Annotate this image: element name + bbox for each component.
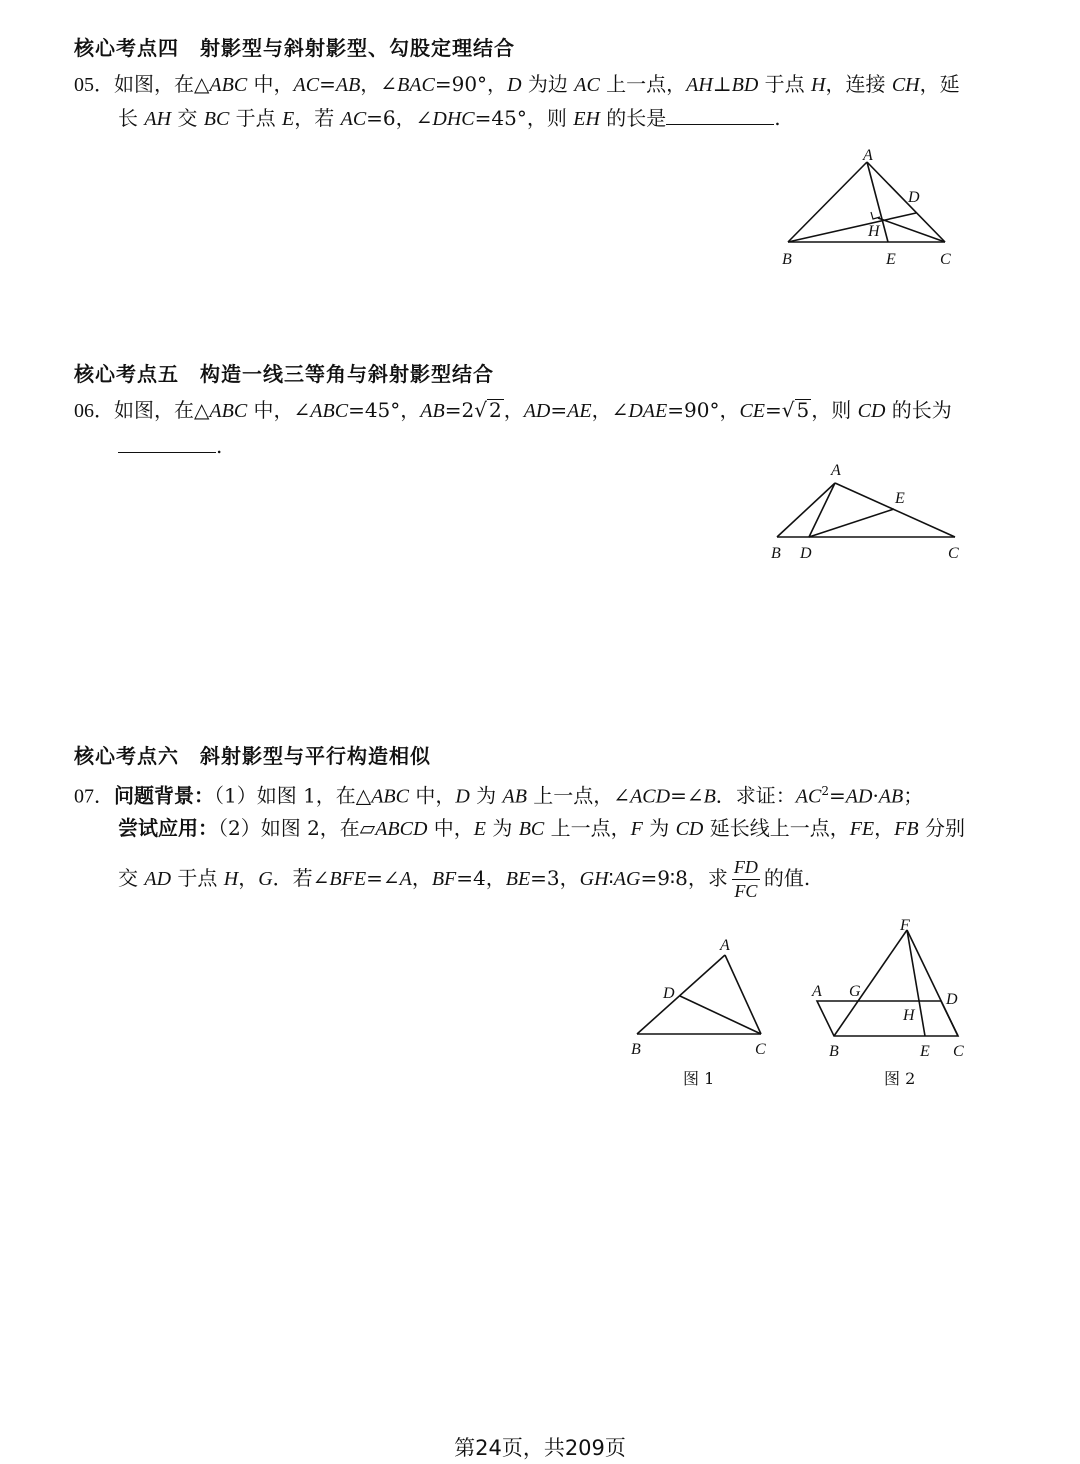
fig2-segment-fb	[834, 930, 907, 1036]
q05-label-e: E	[886, 251, 896, 268]
q07-line-2: 尝试应用：（2）如图 2，在▱ABCD 中，E 为 BC 上一点，F 为 CD 延长线上一点，FE，FB 分别	[118, 816, 965, 840]
section-title-5: 核心考点五 构造一线三等角与斜射影型结合	[74, 362, 494, 386]
fig1-label-d: D	[663, 985, 675, 1002]
q05-line-1: 05．如图，在△ABC 中，AC=AB，∠BAC=90°，D 为边 AC 上一点，AH⊥BD 于点 H，连接 CH，延	[74, 72, 960, 96]
q06-segment-de	[809, 509, 894, 537]
q07-line-3: 交 AD 于点 H，G．若∠BFE=∠A，BF=4，BE=3，GH∶AG=9∶8，求 $\frac{FD}{FC}$ 的值.	[118, 857, 811, 901]
q07-line-1: 07．问题背景：（1）如图 1，在△ABC 中，D 为 AB 上一点，∠ACD=∠B．求证：$AC^2=AD\cdot AB$；	[74, 783, 924, 808]
fig2-label-f: F	[900, 917, 910, 934]
fig2-label-e: E	[920, 1043, 930, 1060]
q07-figure-2	[805, 910, 985, 1060]
q05-label-d: D	[908, 189, 920, 206]
q06-number: 06．	[74, 400, 114, 422]
fig1-label-a: A	[720, 937, 730, 954]
q05-right-angle-mark	[871, 212, 880, 219]
q05-label-h: H	[868, 223, 880, 240]
answer-blank[interactable]	[118, 434, 216, 453]
ratio-fraction: $\frac{FD}{FC}$	[733, 857, 758, 901]
q06-figure	[765, 455, 965, 565]
fig2-label-a: A	[812, 983, 822, 1000]
fig2-segment-fc	[907, 930, 958, 1036]
fig2-caption: 图 2	[884, 1069, 916, 1088]
q05-line-2: 长 AH 交 BC 于点 E，若 AC=6，∠DHC=45°，则 EH 的长是 .	[118, 106, 781, 130]
q06-label-a: A	[831, 462, 841, 479]
q05-figure	[770, 140, 970, 275]
fig2-label-g: G	[849, 983, 861, 1000]
q05-label-c: C	[940, 251, 951, 268]
q05-segment-hc	[878, 218, 945, 242]
fig1-side-ab	[637, 955, 725, 1034]
section-title-6: 核心考点六 斜射影型与平行构造相似	[74, 744, 431, 768]
q06-side-ab	[777, 483, 835, 537]
fig2-label-c: C	[953, 1043, 964, 1060]
q06-line-2: .	[118, 432, 222, 460]
q05-label-b: B	[782, 251, 792, 268]
fig1-label-b: B	[631, 1041, 641, 1058]
section-title-4: 核心考点四 射影型与斜射影型、勾股定理结合	[74, 36, 515, 60]
q07-number: 07．	[74, 785, 114, 808]
answer-blank[interactable]	[666, 106, 774, 125]
fig1-segment-cd	[680, 996, 761, 1034]
q06-label-d: D	[800, 545, 812, 562]
fig2-label-d: D	[946, 991, 958, 1008]
fig1-label-c: C	[755, 1041, 766, 1058]
q05-side-ab	[788, 162, 867, 242]
q06-line-1: 06．如图，在△ABC 中，∠ABC=45°，AB=2√ 2 ，AD=AE，∠DAE=90°，CE=√ 5 ，则 CD 的长为	[74, 398, 952, 422]
q06-label-b: B	[771, 545, 781, 562]
q06-label-c: C	[948, 545, 959, 562]
q05-number: 05．	[74, 74, 114, 96]
fig1-caption: 图 1	[683, 1069, 715, 1088]
fig2-label-h: H	[903, 1007, 915, 1024]
q05-segment-bd	[788, 213, 916, 242]
q05-label-a: A	[863, 147, 873, 164]
q07-figure-1	[625, 930, 775, 1060]
fig1-side-ac	[725, 955, 761, 1034]
q06-label-e: E	[895, 490, 905, 507]
fig2-label-b: B	[829, 1043, 839, 1060]
page-footer: 第24页，共209页	[454, 1436, 626, 1460]
